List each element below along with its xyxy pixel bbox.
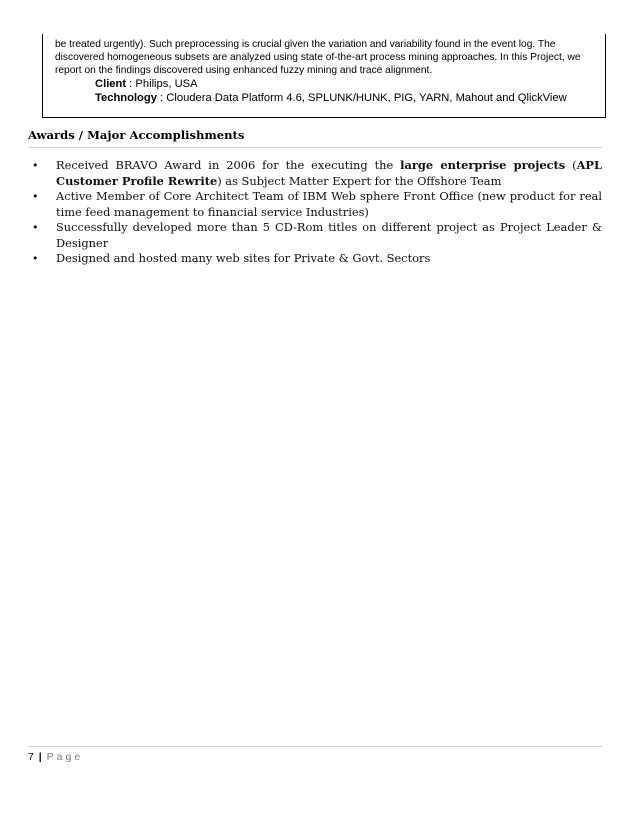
award-text: ( <box>565 158 577 172</box>
award-text: Designed and hosted many web sites for Private & Govt. Sectors <box>56 251 431 265</box>
awards-heading: Awards / Major Accomplishments <box>28 128 602 148</box>
award-text: Received BRAVO Award in 2006 for the executing the <box>56 158 401 172</box>
award-text: Successfully developed more than 5 CD-Rom titles on different project as Project Leader & Designer <box>56 220 602 250</box>
bullet-icon: • <box>32 221 39 234</box>
award-text: Active Member of Core Architect Team of IBM Web sphere Front Office (new product for real time feed management to financial service Industries) <box>56 189 602 219</box>
bullet-icon: • <box>32 190 39 203</box>
technology-label: Technology <box>95 92 157 104</box>
list-item <box>28 189 602 220</box>
client-label: Client <box>95 78 127 90</box>
technology-line <box>55 91 597 105</box>
client-line <box>55 77 597 91</box>
client-value: : Philips, USA <box>126 78 198 90</box>
bullet-icon: • <box>32 159 39 172</box>
footer-divider <box>28 746 602 747</box>
bullet-icon: • <box>32 252 39 265</box>
award-highlight: APL Customer Profile Rewrite <box>56 158 602 188</box>
project-description-box <box>42 34 606 118</box>
project-description: be treated urgently). Such preprocessing is crucial given the variation and variability found in the event log. The discovered homogeneous subsets are analyzed using state of-the-art process mining approaches. In this Project, we report on the findings discovered using enhanced fuzzy mining and trace alignment. <box>55 39 581 76</box>
technology-value: : Cloudera Data Platform 4.6, SPLUNK/HUNK, PIG, YARN, Mahout and QlickView <box>156 92 567 104</box>
list-item <box>28 251 602 267</box>
awards-list <box>28 158 602 267</box>
award-highlight: large enterprise projects <box>400 158 566 172</box>
page-label: Page <box>46 751 84 763</box>
page-separator: | <box>38 751 42 763</box>
list-item <box>28 158 602 189</box>
page-number: 7 <box>28 751 34 763</box>
award-text: ) as Subject Matter Expert for the Offshore Team <box>217 173 502 188</box>
page-footer <box>28 751 83 764</box>
list-item <box>28 220 602 251</box>
